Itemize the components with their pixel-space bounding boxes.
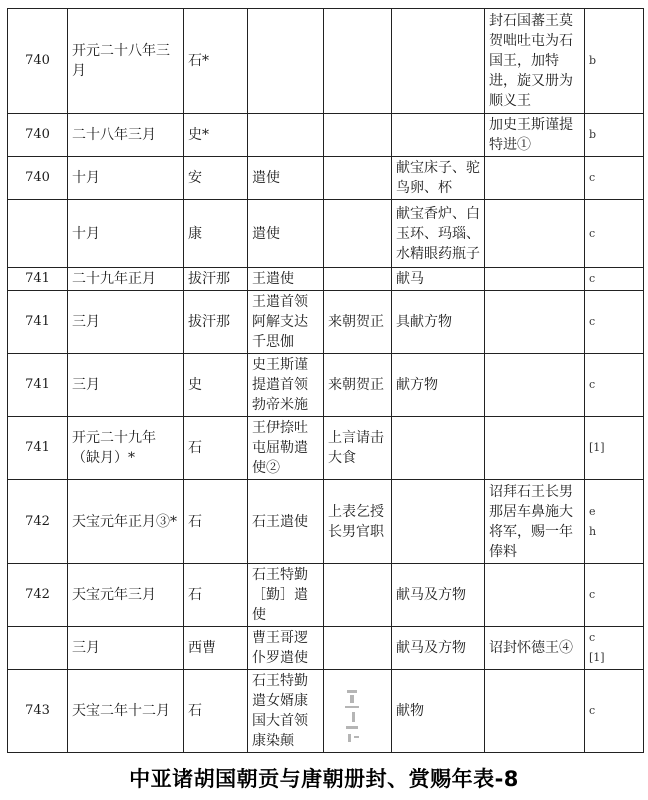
- cell-reward: 封石国蕃王莫贺咄吐屯为石国王，加特进，旋又册为顺义王: [485, 9, 585, 114]
- cell-source: [585, 627, 644, 670]
- cell-country: 康: [184, 200, 248, 268]
- cell-reward: [485, 564, 585, 627]
- cell-envoy: [248, 9, 324, 114]
- cell-tribute: 献物: [392, 670, 485, 753]
- cell-reward: [485, 291, 585, 354]
- cell-reward: [485, 670, 585, 753]
- cell-tribute: 具献方物: [392, 291, 485, 354]
- cell-year: 742: [8, 564, 68, 627]
- cell-year: 741: [8, 417, 68, 480]
- cell-tribute: [392, 9, 485, 114]
- cell-tribute: 献马: [392, 268, 485, 291]
- cell-purpose: [324, 200, 392, 268]
- source-ref: e: [589, 504, 596, 518]
- source-ref: c: [589, 315, 596, 328]
- source-ref: c: [589, 704, 596, 717]
- table-row: [8, 9, 644, 114]
- cell-tribute: 献马及方物: [392, 564, 485, 627]
- cell-date: 开元二十八年三月: [68, 9, 184, 114]
- table-row: [8, 627, 644, 670]
- table-row: [8, 354, 644, 417]
- cell-country: 西曹: [184, 627, 248, 670]
- cell-year: 741: [8, 354, 68, 417]
- cell-tribute: 献宝香炉、白玉环、玛瑙、水精眼药瓶子: [392, 200, 485, 268]
- cell-source: [585, 291, 644, 354]
- cell-purpose: [324, 9, 392, 114]
- cell-source: [585, 417, 644, 480]
- cell-year: 741: [8, 268, 68, 291]
- table-row: [8, 480, 644, 564]
- cell-purpose: 来朝贺正: [324, 354, 392, 417]
- source-ref: h: [589, 524, 597, 538]
- cell-reward: [485, 157, 585, 200]
- cell-envoy: 王遣使: [248, 268, 324, 291]
- table-body: [8, 9, 644, 753]
- cell-reward: [485, 354, 585, 417]
- cell-year: 741: [8, 291, 68, 354]
- cell-date: 天宝元年三月: [68, 564, 184, 627]
- source-ref: c: [589, 171, 596, 184]
- cell-purpose: [324, 114, 392, 157]
- cell-date: 三月: [68, 291, 184, 354]
- table-row: [8, 200, 644, 268]
- tribute-table: [7, 8, 644, 753]
- cell-source: [585, 200, 644, 268]
- cell-purpose: [324, 564, 392, 627]
- cell-year: 743: [8, 670, 68, 753]
- cell-envoy: 遣使: [248, 200, 324, 268]
- source-ref: [1]: [589, 651, 605, 664]
- table-row: [8, 291, 644, 354]
- cell-country: 石: [184, 417, 248, 480]
- cell-source: [585, 157, 644, 200]
- cell-country: 石: [184, 564, 248, 627]
- table-row: [8, 114, 644, 157]
- table-row: [8, 564, 644, 627]
- cell-tribute: [392, 417, 485, 480]
- cell-source: [585, 670, 644, 753]
- cell-envoy: 王遣首领阿解支达千思伽: [248, 291, 324, 354]
- cell-tribute: 献方物: [392, 354, 485, 417]
- cell-source: [585, 480, 644, 564]
- cell-envoy: 史王斯谨提遣首领勃帝米施: [248, 354, 324, 417]
- cell-source: [585, 564, 644, 627]
- cell-purpose: [324, 157, 392, 200]
- cell-country: 拔汗那: [184, 268, 248, 291]
- faint-seal-mark: [342, 686, 364, 748]
- cell-reward: 诏封怀德王④: [485, 627, 585, 670]
- cell-date: 十月: [68, 157, 184, 200]
- cell-date: 三月: [68, 354, 184, 417]
- cell-year: [8, 200, 68, 268]
- cell-envoy: 曹王哥逻仆罗遣使: [248, 627, 324, 670]
- source-ref: b: [589, 54, 597, 67]
- cell-envoy: 石王遣使: [248, 480, 324, 564]
- source-ref: c: [589, 378, 596, 391]
- cell-date: 二十八年三月: [68, 114, 184, 157]
- cell-country: 安: [184, 157, 248, 200]
- cell-year: 740: [8, 157, 68, 200]
- cell-source: [585, 9, 644, 114]
- source-ref: c: [589, 588, 596, 601]
- cell-year: 740: [8, 114, 68, 157]
- source-ref: [1]: [589, 441, 605, 454]
- cell-purpose: 上表乞授长男官职: [324, 480, 392, 564]
- source-ref: c: [589, 226, 596, 240]
- cell-purpose: 来朝贺正: [324, 291, 392, 354]
- table-row: [8, 157, 644, 200]
- cell-purpose: [324, 627, 392, 670]
- cell-date: 二十九年正月: [68, 268, 184, 291]
- cell-date: 天宝元年正月③*: [68, 480, 184, 564]
- cell-date: 开元二十九年（缺月）*: [68, 417, 184, 480]
- table-caption: 中亚诸胡国朝贡与唐朝册封、赏赐年表-8: [129, 767, 519, 791]
- cell-envoy: [248, 114, 324, 157]
- cell-year: [8, 627, 68, 670]
- cell-envoy: 王伊捺吐屯屈勒遣使②: [248, 417, 324, 480]
- cell-reward: [485, 268, 585, 291]
- table-row: [8, 268, 644, 291]
- cell-source: [585, 114, 644, 157]
- source-ref: c: [589, 631, 596, 644]
- cell-date: 十月: [68, 200, 184, 268]
- cell-year: 742: [8, 480, 68, 564]
- cell-reward: [485, 200, 585, 268]
- cell-year: 740: [8, 9, 68, 114]
- cell-source: [585, 268, 644, 291]
- cell-envoy: 遣使: [248, 157, 324, 200]
- cell-country: 拔汗那: [184, 291, 248, 354]
- cell-reward: 诏拜石王长男那居车鼻施大将军，赐一年俸料: [485, 480, 585, 564]
- cell-country: 石: [184, 480, 248, 564]
- source-ref: c: [589, 272, 596, 285]
- table-row: [8, 670, 644, 753]
- cell-envoy: 石王特勤遣女婿康国大首领康染颠: [248, 670, 324, 753]
- cell-country: 史*: [184, 114, 248, 157]
- cell-purpose: [324, 268, 392, 291]
- cell-tribute: 献宝床子、驼鸟卵、杯: [392, 157, 485, 200]
- cell-purpose: 上言请击大食: [324, 417, 392, 480]
- cell-reward: 加史王斯谨提特进①: [485, 114, 585, 157]
- cell-tribute: [392, 114, 485, 157]
- cell-date: 三月: [68, 627, 184, 670]
- cell-country: 石: [184, 670, 248, 753]
- cell-tribute: [392, 480, 485, 564]
- cell-reward: [485, 417, 585, 480]
- cell-tribute: 献马及方物: [392, 627, 485, 670]
- cell-country: 史: [184, 354, 248, 417]
- cell-envoy: 石王特勤［勤］遣使: [248, 564, 324, 627]
- table-row: [8, 417, 644, 480]
- cell-source: [585, 354, 644, 417]
- cell-country: 石*: [184, 9, 248, 114]
- source-ref: b: [589, 128, 597, 141]
- cell-date: 天宝二年十二月: [68, 670, 184, 753]
